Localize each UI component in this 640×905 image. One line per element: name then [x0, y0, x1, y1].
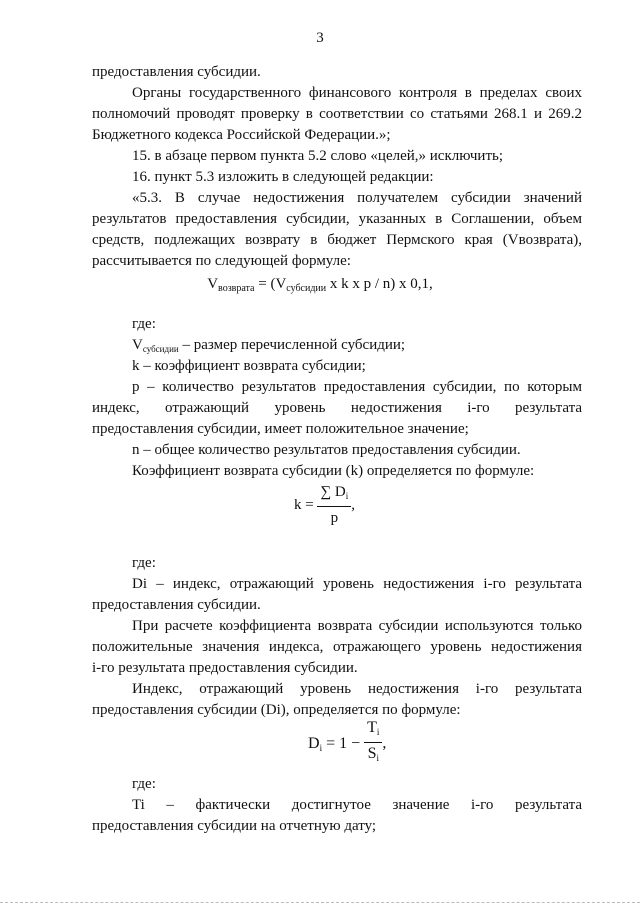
definition-v: $V_{субсидии}$ – размер перечисленной субсидии; — [132, 337, 406, 354]
text-line: предоставления субсидии. — [92, 597, 261, 613]
definition-n: n – общее количество результатов предоставления субсидии. — [132, 442, 521, 458]
formula-k: k = $\frac{\sum D_i}{p}$ , — [294, 484, 356, 526]
where-label: где: — [132, 776, 156, 792]
text-line: рассчитывается по следующей формуле: — [92, 253, 351, 269]
text-line: полномочий проводят проверку в соответствии со статьями 268.1 и 269.2 — [92, 106, 582, 122]
text-line: «5.3. В случае недостижения получателем субсидии значений — [132, 190, 582, 206]
text-line: p – количество результатов предоставления субсидии, по которым — [132, 379, 582, 395]
where-label: где: — [132, 555, 156, 571]
amendment-item-16: 16. пункт 5.3 изложить в следующей редакции: — [132, 169, 434, 185]
text-line: средств, подлежащих возврату в бюджет Пермского края (Vвозврата), — [92, 232, 582, 248]
where-label: где: — [132, 316, 156, 332]
text-line: i-го результата предоставления субсидии. — [92, 660, 358, 676]
text-line: индекс, отражающий уровень недостижения i-го результата — [92, 400, 582, 416]
text-line: предоставления субсидии (Di), определяется по формуле: — [92, 702, 461, 718]
text-line: предоставления субсидии, имеет положительное значение; — [92, 421, 469, 437]
text-line: Di – индекс, отражающий уровень недостижения i-го результата — [132, 576, 582, 592]
text-line: положительные значения индекса, отражающего уровень недостижения — [92, 639, 582, 655]
text-line: Ti – фактически достигнутое значение i-го результата — [132, 797, 582, 813]
amendment-item-15: 15. в абзаце первом пункта 5.2 слово «целей,» исключить; — [132, 148, 504, 164]
text-line: Бюджетного кодекса Российской Федерации.»; — [92, 127, 391, 143]
page-number: 3 — [316, 30, 324, 46]
text-line: предоставления субсидии на отчетную дату; — [92, 818, 377, 834]
text-line: Коэффициент возврата субсидии (k) определяется по формуле: — [132, 463, 535, 479]
text-line: При расчете коэффициента возврата субсидии используются только — [132, 618, 582, 634]
text-line: предоставления субсидии. — [92, 64, 261, 80]
text-line: результатов предоставления субсидии, указанных в Соглашении, объем — [92, 211, 582, 227]
formula-v-vozvrata: $V_{возврата} = (V_{субсидии}$ x k x p / n) x 0,1, — [207, 276, 433, 294]
formula-di: $D_i = 1$ − $\frac{T_i}{S_i}$ , — [308, 719, 387, 763]
text-line: Индекс, отражающий уровень недостижения i-го результата — [132, 681, 582, 697]
definition-k: k – коэффициент возврата субсидии; — [132, 358, 366, 374]
text-line: Органы государственного финансового контроля в пределах своих — [132, 85, 582, 101]
